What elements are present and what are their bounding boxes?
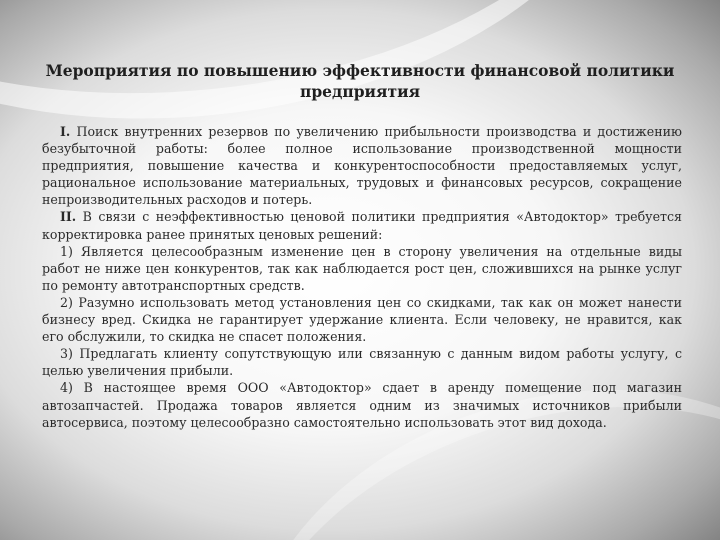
paragraph-text: В связи с неэффективностью ценовой политики предприятия «Автодоктор» требуется корректировка ранее принятых ценовых решений: xyxy=(42,209,682,242)
paragraph-section-2 xyxy=(42,208,682,242)
paragraph-section-1 xyxy=(42,123,682,208)
list-item-3: 3) Предлагать клиенту сопутствующую или связанную с данным видом работы услугу, с целью увеличения прибыли. xyxy=(42,346,682,379)
list-item-4: 4) В настоящее время ООО «Автодоктор» сдает в аренду помещение под магазин автозапчастей. Продажа товаров является одним из значимых источников прибыли автосервиса, поэтому целесообразно самостоятельно использовать этот вид дохода. xyxy=(42,380,682,430)
paragraph-text: Поиск внутренних резервов по увеличению прибыльности производства и достижению безубыточной работы: более полное использование производственной мощности предприятия, повышение качества и конкурентоспособности предоставляемых услуг, рациональное использование материальных, трудовых и финансовых ресурсов, сокращение непроизводительных расходов и потерь. xyxy=(42,124,682,208)
section-marker: I. xyxy=(60,124,71,139)
list-item-2: 2) Разумно использовать метод установления цен со скидками, так как он может нанести бизнесу вред. Скидка не гарантирует удержание клиента. Если человеку, не нравится, как его обслужили, то скидка не спасет положения. xyxy=(42,294,682,345)
slide-title: Мероприятия по повышению эффективности финансовой политики предприятия xyxy=(45,61,675,101)
section-marker: II. xyxy=(60,209,77,225)
slide-body xyxy=(42,123,682,431)
list-item-1: 1) Является целесообразным изменение цен в сторону увеличения на отдельные виды работ не ниже цен конкурентов, так как наблюдается рост цен, сложившихся на рынке услуг по ремонту автотранспортных средств. xyxy=(42,243,682,293)
